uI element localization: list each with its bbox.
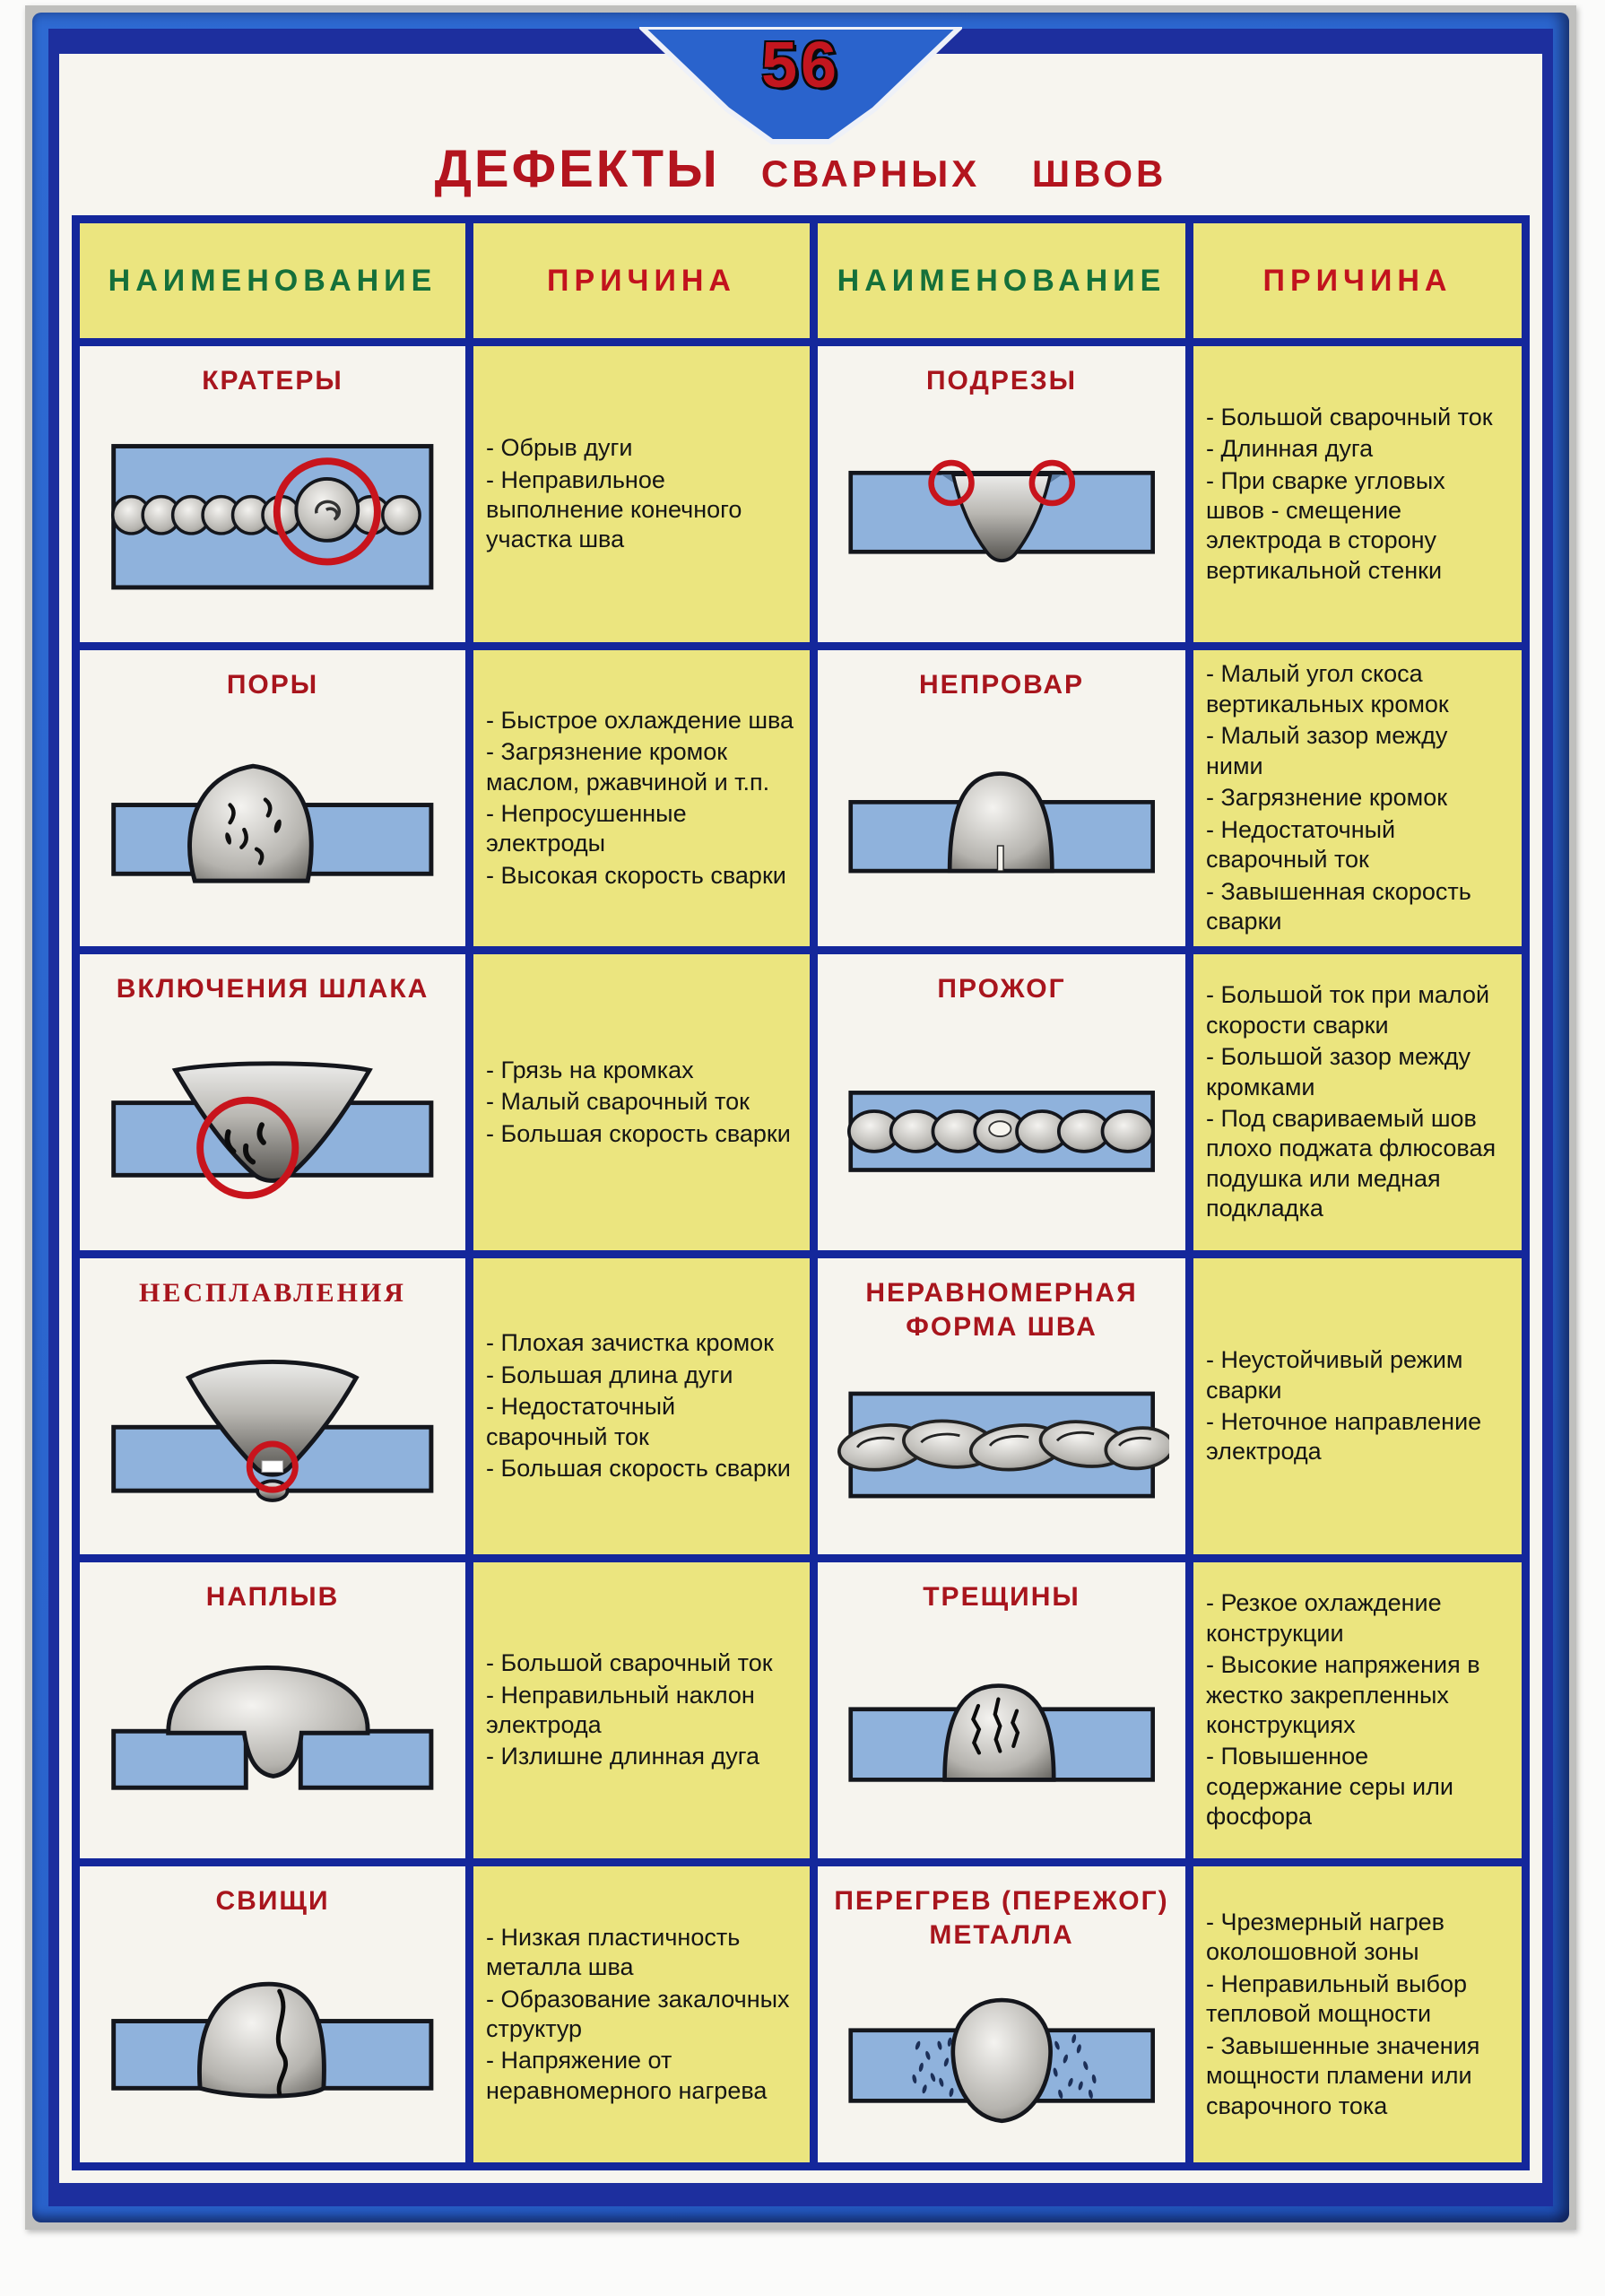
column-header-name-1: НАИМЕНОВАНИЕ — [80, 223, 465, 338]
cause-line: - Обрыв дуги — [486, 434, 633, 462]
defect-cell-burn-through — [818, 954, 1185, 1250]
cause-cell-overlap — [473, 1562, 810, 1858]
fistulas-illustration — [89, 1918, 456, 2156]
cause-line: - Завышенные значения мощности пламени или сварочного тока — [1206, 2031, 1480, 2119]
cause-line: - Малый зазор между ними — [1206, 722, 1448, 779]
defect-title: КРАТЕРЫ — [202, 366, 343, 396]
defect-cell-lack-of-penetration — [818, 650, 1185, 946]
cause-cell-cracks — [1193, 1562, 1522, 1858]
cause-list — [486, 1921, 797, 2109]
cause-list — [486, 1054, 797, 1151]
cause-line: - Большой сварочный ток — [486, 1649, 773, 1677]
cause-line: - Большой сварочный ток — [1206, 403, 1493, 430]
cause-cell-pores — [473, 650, 810, 946]
cause-line: - Неточное направление электрода — [1206, 1408, 1482, 1465]
cause-line: - Большая длина дуги — [486, 1361, 733, 1388]
cause-line: - Загрязнение кромок — [1206, 784, 1448, 812]
poster-frame — [32, 13, 1569, 2222]
defect-cell-metal-overheating — [818, 1866, 1185, 2162]
craters-illustration — [89, 398, 456, 636]
cause-list — [486, 1647, 797, 1774]
cause-line: - Неустойчивый режим сварки — [1206, 1346, 1463, 1404]
defect-cell-lack-of-fusion — [80, 1258, 465, 1554]
cause-line: - Непросушенные электроды — [486, 800, 687, 857]
cause-line: - Загрязнение кромок маслом, ржавчиной и т.п. — [486, 738, 770, 796]
defect-title: НАПЛЫВ — [205, 1582, 340, 1612]
cause-line: - Недостаточный сварочный ток — [1206, 815, 1396, 874]
cause-cell-metal-overheating — [1193, 1866, 1522, 2162]
cause-line: - Завышенная скорость сварки — [1206, 877, 1471, 935]
page-number: 56 — [760, 30, 841, 101]
defect-title: НЕРАВНОМЕРНАЯ ФОРМА ШВА — [865, 1278, 1138, 1342]
title-main: ДЕФЕКТЫ — [434, 140, 720, 198]
cause-cell-fistulas — [473, 1866, 810, 2162]
undercut-illustration — [827, 398, 1176, 636]
poster-inner — [48, 29, 1553, 2206]
defect-title: ВКЛЮЧЕНИЯ ШЛАКА — [116, 974, 429, 1004]
defect-cell-craters — [80, 346, 465, 642]
uneven-seam-illustration — [827, 1344, 1176, 1547]
defect-cell-slag-inclusions — [80, 954, 465, 1250]
cause-line: - Резкое охлаждение конструкции — [1206, 1589, 1442, 1647]
cause-line: - Большая скорость сварки — [486, 1119, 791, 1147]
cause-line: - Излишне длинная дуга — [486, 1743, 759, 1770]
cause-line: - Большая скорость сварки — [486, 1455, 791, 1483]
cause-cell-lack-of-fusion — [473, 1258, 810, 1554]
column-header-name-2: НАИМЕНОВАНИЕ — [818, 223, 1185, 338]
cracks-illustration — [827, 1614, 1176, 1852]
defect-title: ПОРЫ — [226, 670, 319, 700]
cause-line: - Неправильное выполнение конечного участка шва — [486, 465, 742, 553]
poster-title — [59, 139, 1542, 199]
cause-line: - Малый сварочный ток — [486, 1088, 750, 1116]
cause-list — [486, 1326, 797, 1485]
cause-cell-undercut — [1193, 346, 1522, 642]
cause-line: - Чрезмерный нагрев околошовной зоны — [1206, 1908, 1444, 1966]
cause-line: - Грязь на кромках — [486, 1056, 694, 1083]
defect-title: ПЕРЕГРЕВ (ПЕРЕЖОГ) МЕТАЛЛА — [834, 1886, 1169, 1950]
pores-illustration — [89, 702, 456, 940]
cause-list — [1206, 1344, 1509, 1469]
overlap-illustration — [89, 1614, 456, 1852]
cause-line: - Недостаточный сварочный ток — [486, 1393, 676, 1450]
cause-line: - Повышенное содержание серы или фосфора — [1206, 1743, 1453, 1831]
defect-title: ПРОЖОГ — [937, 974, 1066, 1004]
burn-through-illustration — [827, 1006, 1176, 1244]
cause-list — [1206, 1906, 1509, 2123]
cause-line: - Длинная дуга — [1206, 435, 1374, 463]
cause-cell-lack-of-penetration — [1193, 650, 1522, 946]
cause-list — [1206, 978, 1509, 1226]
cause-list — [486, 431, 797, 557]
defect-cell-overlap — [80, 1562, 465, 1858]
defect-cell-fistulas — [80, 1866, 465, 2162]
cause-list — [1206, 1587, 1509, 1834]
cause-line: - Высокие напряжения в жестко закрепленных конструкциях — [1206, 1651, 1480, 1738]
defects-table — [72, 215, 1530, 2170]
cause-line: - Напряжение от неравномерного нагрева — [486, 2047, 768, 2104]
cause-list — [1206, 401, 1509, 588]
cause-line: - При сварке угловых швов - смещение электрода в сторону вертикальной стенки — [1206, 466, 1445, 584]
column-header-cause-2: ПРИЧИНА — [1193, 223, 1522, 338]
cause-cell-slag-inclusions — [473, 954, 810, 1250]
defect-title: НЕСПЛАВЛЕНИЯ — [139, 1278, 406, 1308]
cause-line: - Под свариваемый шов плохо поджата флюсовая подушка или медная подкладка — [1206, 1105, 1497, 1222]
cause-line: - Плохая зачистка кромок — [486, 1329, 774, 1357]
cause-cell-craters — [473, 346, 810, 642]
cause-list — [486, 704, 797, 893]
cause-line: - Большой ток при малой скорости сварки — [1206, 981, 1490, 1039]
cause-line: - Высокая скорость сварки — [486, 861, 786, 889]
column-header-cause-1: ПРИЧИНА — [473, 223, 810, 338]
lack-of-penetration-illustration — [827, 702, 1176, 940]
defect-cell-cracks — [818, 1562, 1185, 1858]
cause-line: - Большой зазор между кромками — [1206, 1043, 1471, 1100]
slag-inclusions-illustration — [89, 1006, 456, 1244]
defect-title: НЕПРОВАР — [918, 670, 1085, 700]
defect-cell-uneven-seam — [818, 1258, 1185, 1554]
cause-line: - Быстрое охлаждение шва — [486, 706, 794, 734]
defect-cell-undercut — [818, 346, 1185, 642]
cause-line: - Низкая пластичность металла шва — [486, 1923, 741, 1981]
defect-title: ТРЕЩИНЫ — [923, 1582, 1080, 1612]
metal-overheating-illustration — [827, 1952, 1176, 2155]
title-rest: СВАРНЫХ ШВОВ — [760, 152, 1167, 195]
page-number-notch — [639, 27, 962, 145]
cause-line: - Неправильный выбор тепловой мощности — [1206, 1970, 1468, 2028]
cause-line: - Образование закалочных структур — [486, 1985, 790, 2042]
cause-list — [1206, 657, 1509, 938]
defect-title: СВИЩИ — [215, 1886, 330, 1916]
cause-cell-uneven-seam — [1193, 1258, 1522, 1554]
poster-paper — [25, 5, 1576, 2230]
cause-line: - Малый угол скоса вертикальных кромок — [1206, 660, 1449, 718]
lack-of-fusion-illustration — [89, 1310, 456, 1548]
cause-line: - Неправильный наклон электрода — [486, 1681, 755, 1738]
defect-cell-pores — [80, 650, 465, 946]
cause-cell-burn-through — [1193, 954, 1522, 1250]
defect-title: ПОДРЕЗЫ — [925, 366, 1078, 396]
